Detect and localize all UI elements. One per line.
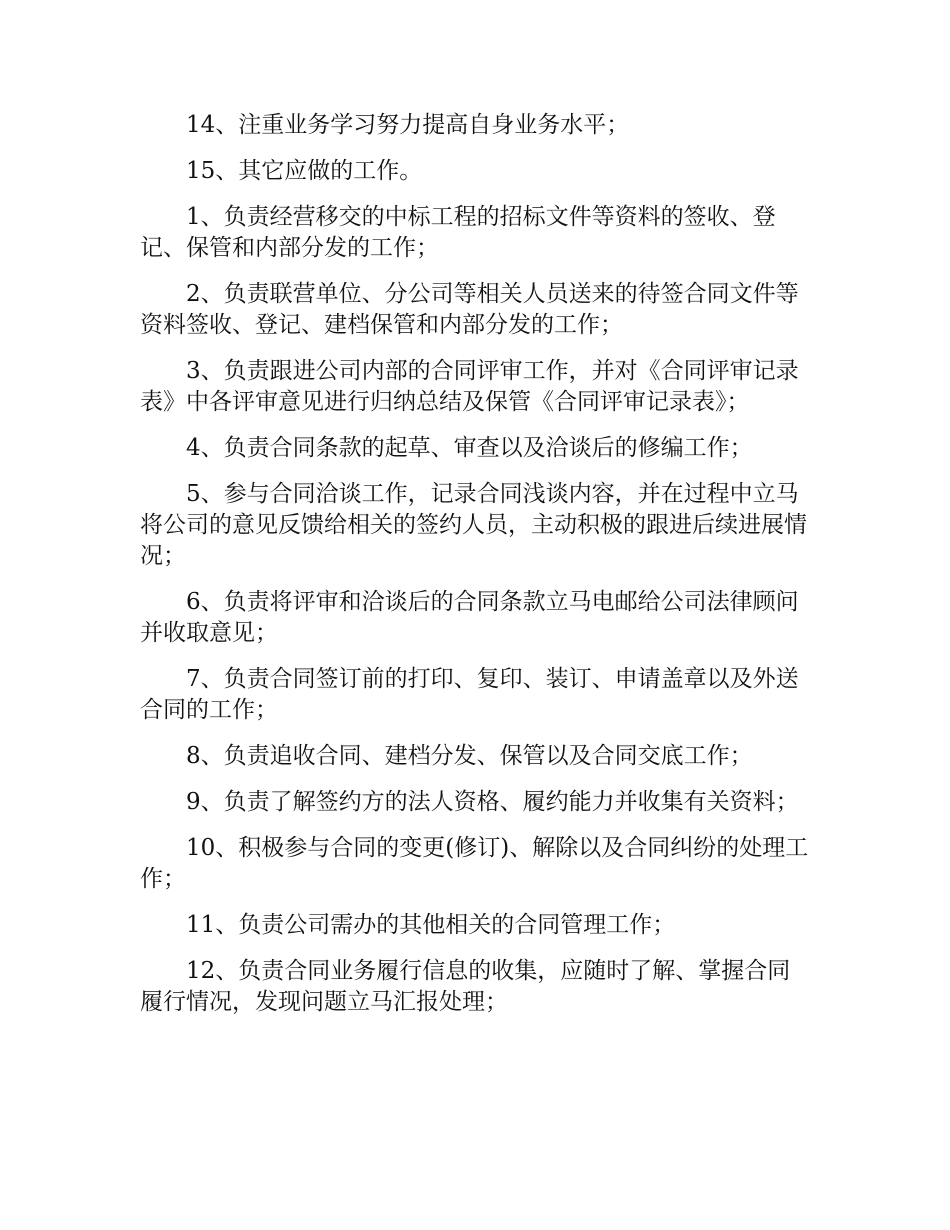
paragraph-item-4: 4、负责合同条款的起草、审查以及洽谈后的修编工作； bbox=[186, 435, 753, 461]
paragraph-item-5: 5、参与合同洽谈工作，记录合同浅谈内容，并在过程中立马将公司的意见反馈给相关的签约人员，主动积极的跟进后续进展情况； bbox=[140, 481, 807, 569]
paragraph-item-6: 6、负责将评审和洽谈后的合同条款立马电邮给公司法律顾问并收取意见； bbox=[140, 589, 799, 646]
paragraph-item-10: 10、积极参与合同的变更(修订)、解除以及合同纠纷的处理工作； bbox=[140, 835, 809, 892]
paragraph-item-7: 7、负责合同签订前的打印、复印、装订、申请盖章以及外送合同的工作； bbox=[140, 666, 799, 723]
paragraph-item-9: 9、负责了解签约方的法人资格、履约能力并收集有关资料； bbox=[186, 789, 799, 815]
document-body bbox=[140, 110, 812, 1033]
paragraph-item-2: 2、负责联营单位、分公司等相关人员送来的待签合同文件等资料签收、登记、建档保管和内部分发的工作； bbox=[140, 281, 799, 338]
paragraph-item-8: 8、负责追收合同、建档分发、保管以及合同交底工作； bbox=[186, 743, 753, 769]
paragraph-item-12: 12、负责合同业务履行信息的收集，应随时了解、掌握合同履行情况，发现问题立马汇报处理； bbox=[140, 958, 791, 1015]
paragraph-item-3: 3、负责跟进公司内部的合同评审工作，并对《合同评审记录表》中各评审意见进行归纳总结及保管《合同评审记录表》； bbox=[140, 358, 799, 415]
paragraph-item-11: 11、负责公司需办的其他相关的合同管理工作； bbox=[186, 912, 676, 938]
paragraph-item-15: 15、其它应做的工作。 bbox=[186, 158, 423, 184]
paragraph-item-14: 14、注重业务学习努力提高自身业务水平； bbox=[186, 112, 630, 138]
paragraph-item-1: 1、负责经营移交的中标工程的招标文件等资料的签收、登记、保管和内部分发的工作； bbox=[140, 204, 776, 261]
